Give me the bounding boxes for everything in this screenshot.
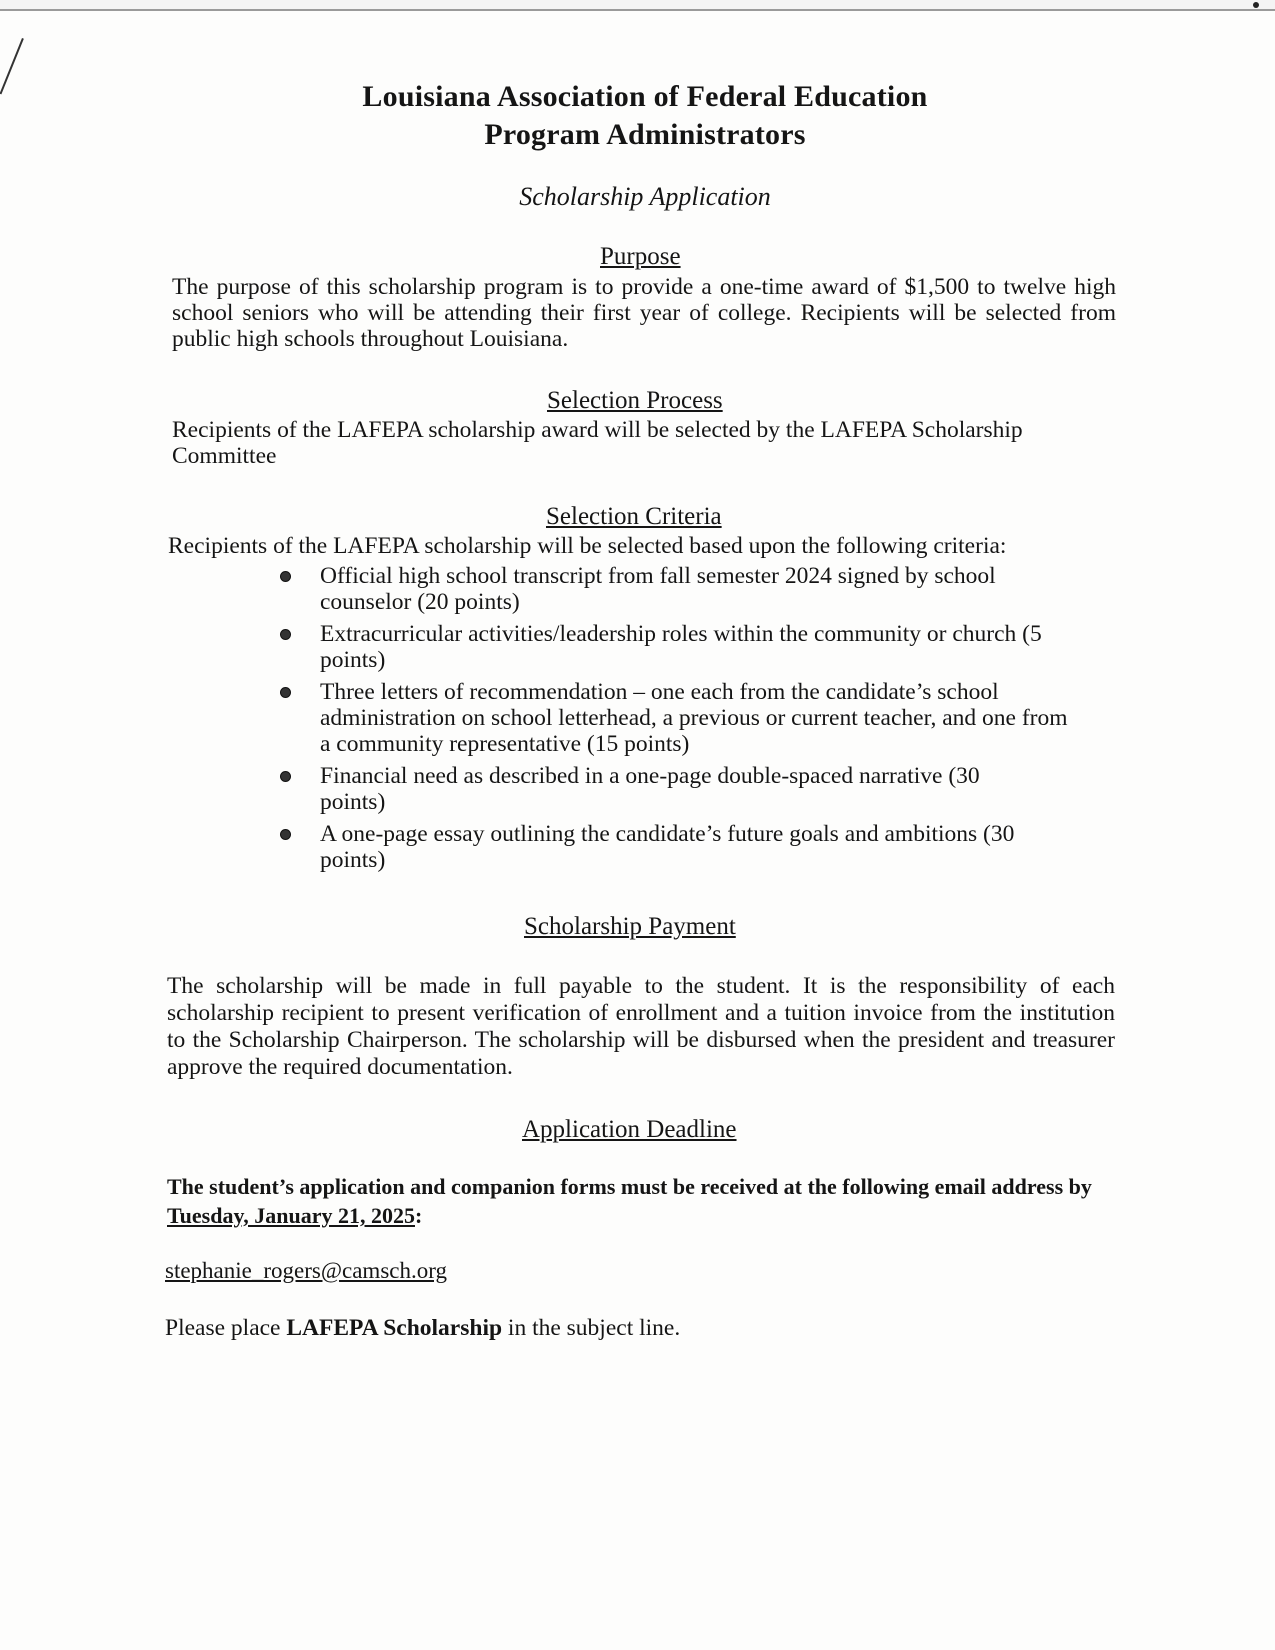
purpose-text: The purpose of this scholarship program is to provide a one-time award of $1,500 to twelve high school seniors who will be attending their first year of college. Recipients will be selected from public high schools throughout Louisiana. (172, 274, 1116, 352)
contact-email-link[interactable]: stephanie_rogers@camsch.org (165, 1258, 447, 1283)
subject-line-instruction (165, 1315, 680, 1342)
deadline-heading: Application Deadline (522, 1116, 737, 1143)
criteria-item (280, 679, 1080, 757)
criteria-item-text: Extracurricular activities/leadership roles within the community or church (5 points) (320, 621, 1042, 673)
bullet-icon (280, 687, 291, 698)
criteria-item (280, 563, 1080, 615)
payment-heading: Scholarship Payment (524, 913, 736, 940)
closing-after: in the subject line. (502, 1315, 681, 1341)
selection-process-heading: Selection Process (547, 387, 723, 414)
closing-before: Please place (165, 1315, 287, 1341)
criteria-list (280, 563, 1080, 879)
payment-text: The scholarship will be made in full payable to the student. It is the responsibility of each scholarship recipient to present verification of enrollment and a tuition invoice from the institution to the Scholarship Chairperson. The scholarship will be disbursed when the president and treasurer approve the required documentation. (167, 973, 1115, 1080)
selection-criteria-heading: Selection Criteria (546, 503, 722, 530)
criteria-item-text: Official high school transcript from fall semester 2024 signed by school counselor (20 points) (320, 563, 996, 615)
bullet-icon (280, 771, 291, 782)
bullet-icon (280, 829, 291, 840)
closing-bold: LAFEPA Scholarship (286, 1315, 503, 1341)
deadline-text-before: The student’s application and companion forms must be received at the following email address by (167, 1174, 1092, 1199)
document-subtitle: Scholarship Application (519, 182, 771, 211)
criteria-item (280, 821, 1080, 873)
deadline-date: Tuesday, January 21, 2025 (167, 1203, 415, 1228)
selection-criteria-intro: Recipients of the LAFEPA scholarship will be selected based upon the following criteria: (168, 533, 1007, 559)
bullet-icon (280, 571, 291, 582)
deadline-text (167, 1172, 1115, 1230)
scan-top-edge (0, 0, 1275, 11)
criteria-item-text: Financial need as described in a one-page double-spaced narrative (30 points) (320, 763, 980, 815)
criteria-item-text: A one-page essay outlining the candidate’s future goals and ambitions (30 points) (320, 821, 1015, 873)
selection-process-text: Recipients of the LAFEPA scholarship award will be selected by the LAFEPA Scholarship Committee (172, 417, 1023, 469)
purpose-heading: Purpose (600, 243, 681, 270)
title-line-2: Program Administrators (484, 118, 806, 151)
title-line-1: Louisiana Association of Federal Education (362, 80, 928, 113)
corner-mark (1253, 2, 1259, 8)
criteria-item (280, 621, 1080, 673)
criteria-item-text: Three letters of recommendation – one each from the candidate’s school administration on school letterhead, a previous or current teacher, and one from a community representative (15 points) (320, 679, 1068, 757)
deadline-text-after: : (414, 1203, 423, 1228)
criteria-item (280, 763, 1020, 815)
bullet-icon (280, 629, 291, 640)
